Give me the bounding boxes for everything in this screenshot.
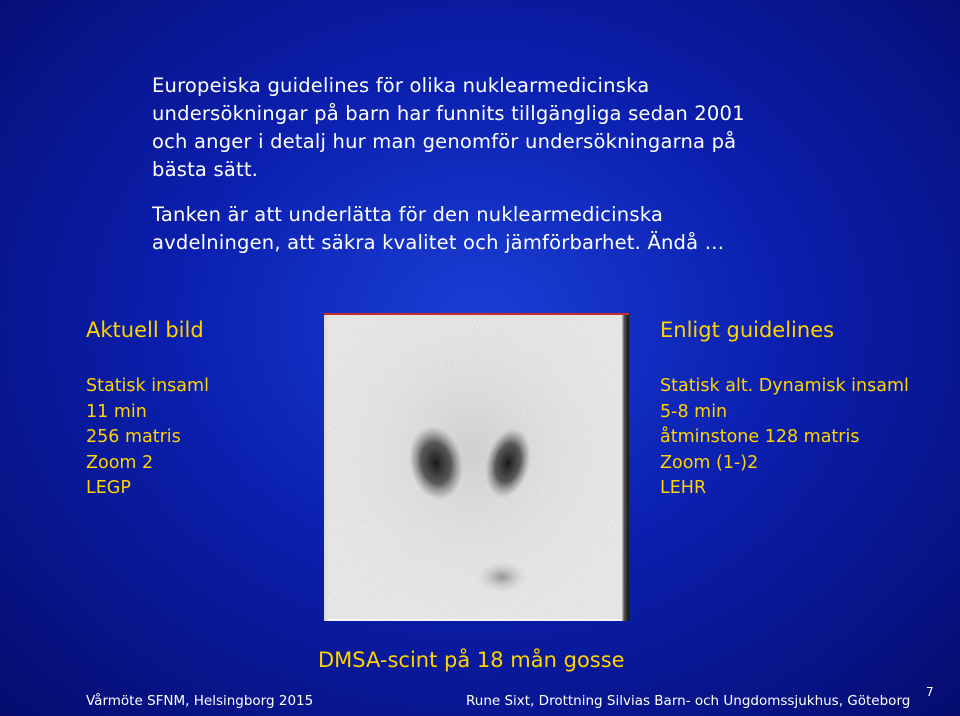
guidelines-column [660,318,909,502]
current-image-column [86,318,209,502]
intro-line-4: bästa sätt. [152,158,259,181]
intro-line-3: och anger i detalj hur man genomför undersökningarna på [152,130,737,153]
guidelines-heading: Enligt guidelines [660,318,835,342]
purpose-paragraph [152,201,724,257]
footer-author: Rune Sixt, Drottning Silvias Barn- och Ungdomssjukhus, Göteborg [466,693,911,709]
slide-number: 7 [926,685,934,699]
image-caption: DMSA-scint på 18 mån gosse [318,648,625,672]
intro-paragraph [152,72,745,184]
guideline-item: LEHR [660,478,707,498]
kidney-scan-graphic [324,315,621,619]
guideline-item: 5-8 min [660,401,728,422]
intro-line-2: undersökningar på barn har funnits tillgängliga sedan 2001 [152,102,745,125]
current-item: 256 matris [86,427,181,447]
guideline-item: åtminstone 128 matris [660,427,860,447]
guideline-item: Statisk alt. Dynamisk insaml [660,376,909,396]
purpose-line-1: Tanken är att underlätta för den nuklearmedicinska [152,203,664,226]
dmsa-scintigraphy-image [324,313,629,621]
scan-right-edge [621,315,629,621]
current-item: Zoom 2 [86,452,154,473]
guideline-item: Zoom (1-)2 [660,452,759,473]
footer-event: Vårmöte SFNM, Helsingborg 2015 [86,693,314,709]
scan-left-edge [324,315,327,621]
purpose-line-2: avdelningen, att säkra kvalitet och jämförbarhet. Ändå … [152,231,725,254]
intro-line-1: Europeiska guidelines för olika nuklearmedicinska [152,74,650,97]
current-image-heading: Aktuell bild [86,318,204,342]
current-item: LEGP [86,478,131,498]
current-item: 11 min [86,401,147,422]
current-item: Statisk insaml [86,376,209,396]
